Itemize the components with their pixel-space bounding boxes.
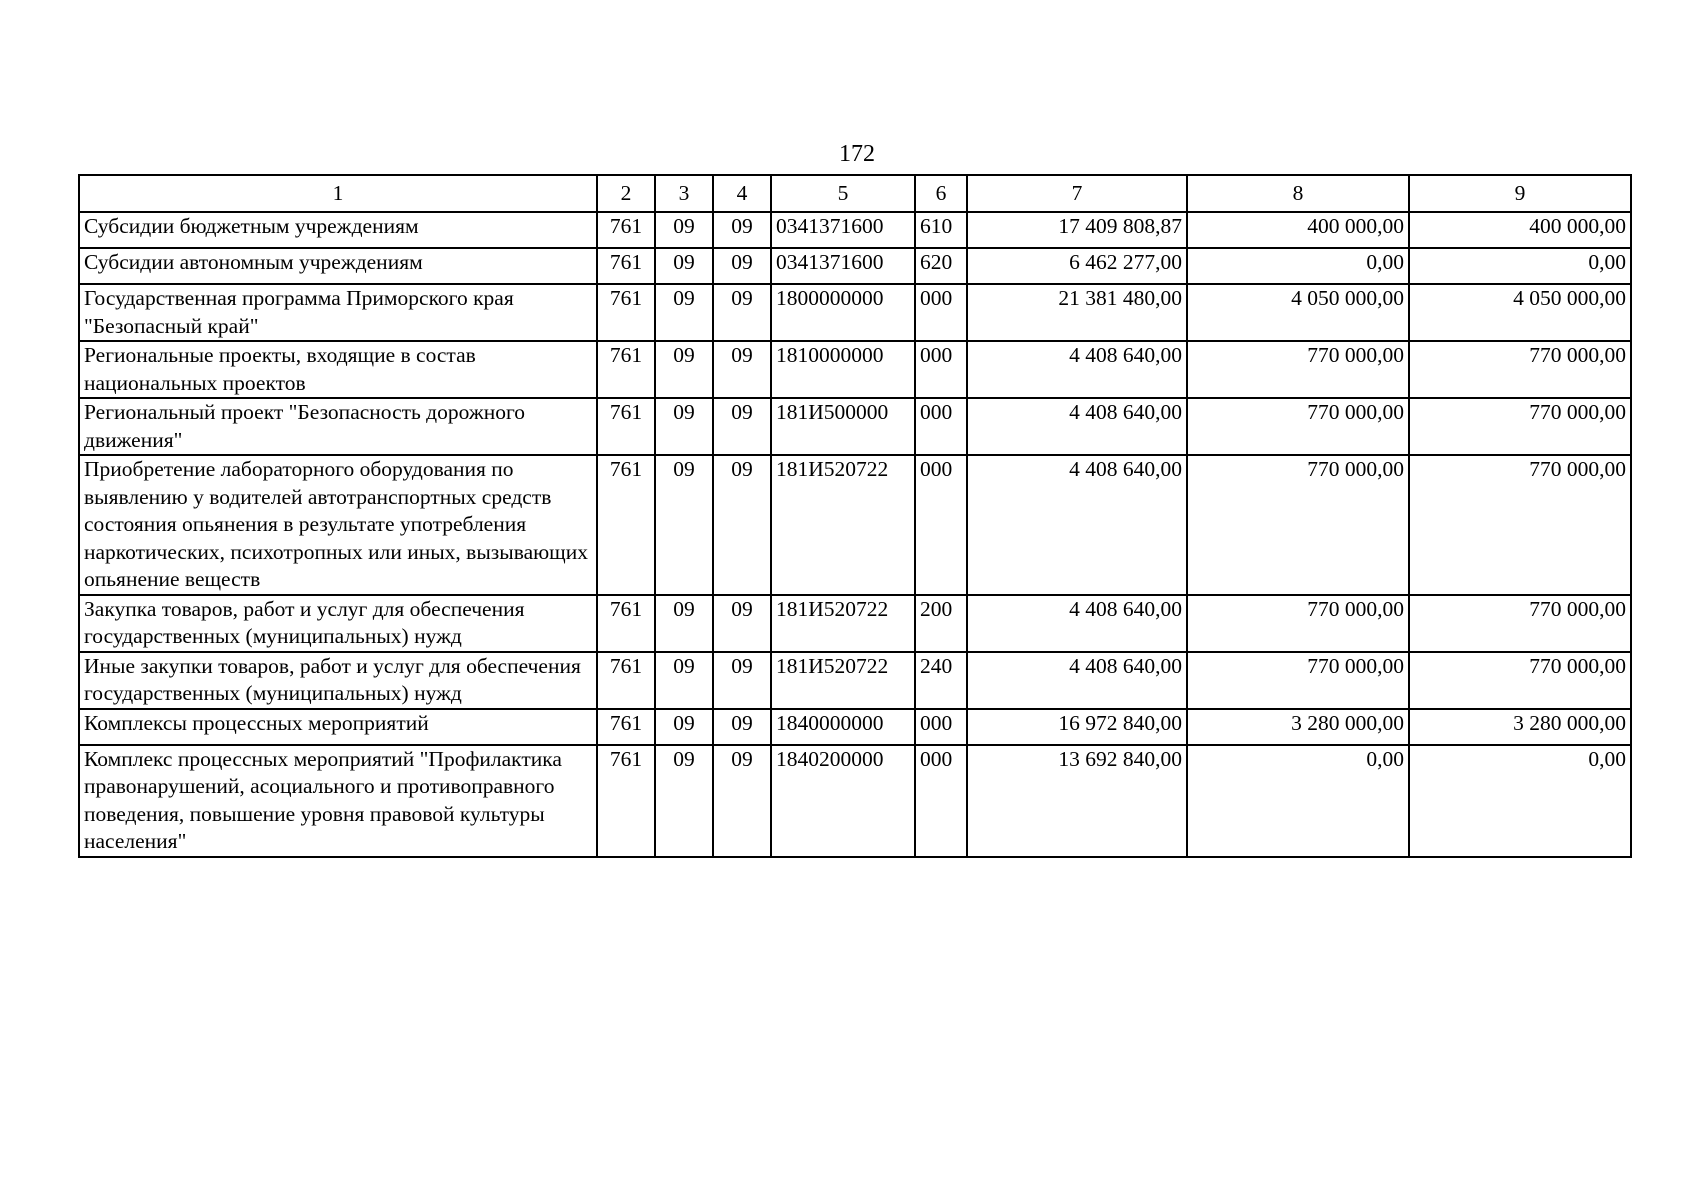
subsection-code: 09 [713,248,771,284]
column-header: 6 [915,175,967,212]
subsection-code: 09 [713,398,771,455]
amount-col8: 770 000,00 [1187,652,1409,709]
table-row [79,212,1631,248]
page-number: 172 [839,141,875,167]
amount-col9: 770 000,00 [1409,652,1631,709]
amount-col9: 770 000,00 [1409,398,1631,455]
row-name: Иные закупки товаров, работ и услуг для обеспечения государственных (муниципальных) нужд [79,652,597,709]
column-header: 4 [713,175,771,212]
target-article-code: 1840000000 [771,709,915,745]
section-code: 09 [655,652,713,709]
expense-type-code: 000 [915,455,967,595]
amount-col8: 770 000,00 [1187,341,1409,398]
amount-col8: 0,00 [1187,745,1409,857]
target-article-code: 181И520722 [771,595,915,652]
section-code: 09 [655,248,713,284]
section-code: 09 [655,455,713,595]
amount-col7: 16 972 840,00 [967,709,1187,745]
table-row [79,709,1631,745]
target-article-code: 0341371600 [771,212,915,248]
row-name: Государственная программа Приморского края "Безопасный край" [79,284,597,341]
expense-type-code: 000 [915,341,967,398]
expense-type-code: 200 [915,595,967,652]
amount-col8: 0,00 [1187,248,1409,284]
table-row [79,595,1631,652]
amount-col9: 3 280 000,00 [1409,709,1631,745]
amount-col7: 13 692 840,00 [967,745,1187,857]
row-name: Комплексы процессных мероприятий [79,709,597,745]
table-row [79,284,1631,341]
ministry-code: 761 [597,248,655,284]
column-header: 3 [655,175,713,212]
expense-type-code: 000 [915,745,967,857]
column-header: 5 [771,175,915,212]
subsection-code: 09 [713,212,771,248]
amount-col7: 4 408 640,00 [967,652,1187,709]
target-article-code: 181И520722 [771,455,915,595]
target-article-code: 0341371600 [771,248,915,284]
amount-col8: 400 000,00 [1187,212,1409,248]
amount-col7: 4 408 640,00 [967,455,1187,595]
amount-col9: 0,00 [1409,745,1631,857]
amount-col9: 400 000,00 [1409,212,1631,248]
section-code: 09 [655,398,713,455]
amount-col8: 770 000,00 [1187,595,1409,652]
ministry-code: 761 [597,398,655,455]
row-name: Субсидии автономным учреждениям [79,248,597,284]
table-row [79,341,1631,398]
column-header: 8 [1187,175,1409,212]
expense-type-code: 620 [915,248,967,284]
subsection-code: 09 [713,745,771,857]
amount-col9: 770 000,00 [1409,341,1631,398]
budget-table [78,174,1632,858]
subsection-code: 09 [713,595,771,652]
amount-col9: 0,00 [1409,248,1631,284]
target-article-code: 1840200000 [771,745,915,857]
amount-col7: 4 408 640,00 [967,341,1187,398]
amount-col9: 4 050 000,00 [1409,284,1631,341]
section-code: 09 [655,212,713,248]
amount-col8: 770 000,00 [1187,398,1409,455]
row-name: Закупка товаров, работ и услуг для обеспечения государственных (муниципальных) нужд [79,595,597,652]
row-name: Субсидии бюджетным учреждениям [79,212,597,248]
ministry-code: 761 [597,652,655,709]
amount-col8: 770 000,00 [1187,455,1409,595]
amount-col7: 4 408 640,00 [967,595,1187,652]
ministry-code: 761 [597,595,655,652]
section-code: 09 [655,595,713,652]
table-row [79,745,1631,857]
amount-col7: 4 408 640,00 [967,398,1187,455]
target-article-code: 181И520722 [771,652,915,709]
section-code: 09 [655,284,713,341]
ministry-code: 761 [597,341,655,398]
row-name: Комплекс процессных мероприятий "Профилактика правонарушений, асоциального и противоправного поведения, повышение уровня правовой культуры населения" [79,745,597,857]
ministry-code: 761 [597,745,655,857]
amount-col9: 770 000,00 [1409,595,1631,652]
section-code: 09 [655,745,713,857]
row-name: Региональный проект "Безопасность дорожного движения" [79,398,597,455]
column-header: 7 [967,175,1187,212]
row-name: Приобретение лабораторного оборудования по выявлению у водителей автотранспортных средств состояния опьянения в результате употребления наркотических, психотропных или иных, вызывающих опьянение веществ [79,455,597,595]
expense-type-code: 000 [915,709,967,745]
table-row [79,455,1631,595]
amount-col7: 17 409 808,87 [967,212,1187,248]
target-article-code: 181И500000 [771,398,915,455]
subsection-code: 09 [713,709,771,745]
target-article-code: 1810000000 [771,341,915,398]
column-header: 9 [1409,175,1631,212]
ministry-code: 761 [597,212,655,248]
subsection-code: 09 [713,652,771,709]
amount-col7: 21 381 480,00 [967,284,1187,341]
subsection-code: 09 [713,284,771,341]
amount-col7: 6 462 277,00 [967,248,1187,284]
ministry-code: 761 [597,284,655,341]
column-header: 2 [597,175,655,212]
section-code: 09 [655,341,713,398]
expense-type-code: 000 [915,284,967,341]
subsection-code: 09 [713,455,771,595]
table-row [79,398,1631,455]
ministry-code: 761 [597,455,655,595]
target-article-code: 1800000000 [771,284,915,341]
amount-col8: 3 280 000,00 [1187,709,1409,745]
ministry-code: 761 [597,709,655,745]
amount-col9: 770 000,00 [1409,455,1631,595]
subsection-code: 09 [713,341,771,398]
expense-type-code: 240 [915,652,967,709]
header-row [79,175,1631,212]
table-row [79,248,1631,284]
table-row [79,652,1631,709]
expense-type-code: 000 [915,398,967,455]
section-code: 09 [655,709,713,745]
row-name: Региональные проекты, входящие в состав национальных проектов [79,341,597,398]
expense-type-code: 610 [915,212,967,248]
amount-col8: 4 050 000,00 [1187,284,1409,341]
column-header: 1 [79,175,597,212]
